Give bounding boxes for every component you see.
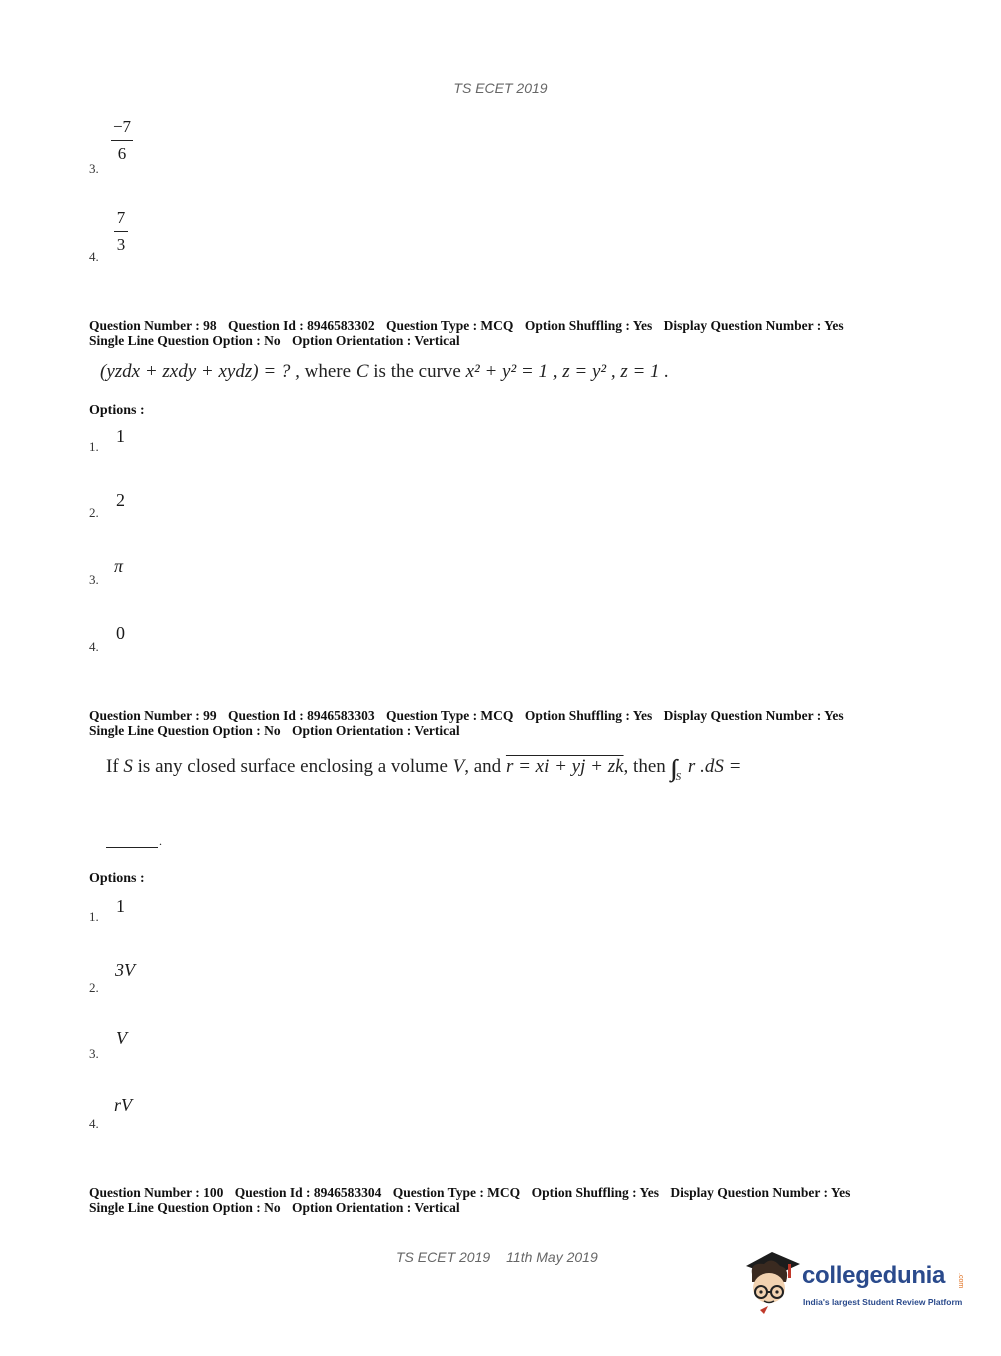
option-number: 2. (89, 980, 99, 995)
question-99-text: If S is any closed surface enclosing a volume V, and r = xi + yj + zk, then ∫∫ $_S$ r .dS = (106, 756, 742, 783)
footer-date: 11th May 2019 (506, 1249, 598, 1265)
option-number: 1. (89, 909, 99, 924)
option-2-value: 2 (116, 490, 125, 510)
question-98-text: (yzdx + zxdy + xydz) = ? , where C is the curve x² + y² = 1 , z = y² , z = 1 . (100, 361, 670, 382)
double-integral: ∫∫ (670, 756, 672, 782)
options-label: Options : (89, 871, 145, 886)
numerator: −7 (112, 117, 132, 136)
answer-blank-line (106, 847, 158, 848)
option-4-value: 0 (116, 623, 125, 643)
blank-dot: . (159, 834, 162, 848)
page-footer (396, 1249, 598, 1265)
meta-line-2: Single Line Question Option : No Option Orientation : Vertical (89, 1200, 460, 1215)
fraction-bar (114, 231, 128, 232)
option-3-fraction (111, 117, 133, 164)
fraction-bar (111, 140, 133, 141)
question-99-meta (89, 708, 969, 738)
brand-name: collegedunia (802, 1262, 946, 1289)
numerator: 7 (116, 208, 126, 227)
option-number: 3. (89, 161, 99, 176)
denominator: 6 (117, 144, 127, 163)
footer-exam: TS ECET 2019 (396, 1249, 491, 1265)
question-100-meta (89, 1185, 989, 1215)
denominator: 3 (116, 235, 126, 254)
option-1-value: 1 (116, 426, 125, 446)
meta-line-1: Question Number : 100 Question Id : 8946583304 Question Type : MCQ Option Shuffling : Yes Display Question Number : Yes (89, 1185, 851, 1200)
option-4-value: rV (114, 1095, 132, 1115)
page-header: TS ECET 2019 (453, 80, 548, 96)
meta-line-2: Single Line Question Option : No Option Orientation : Vertical (89, 723, 460, 738)
options-label: Options : (89, 403, 145, 418)
option-number: 3. (89, 572, 99, 587)
option-4-fraction (114, 208, 128, 255)
brand-tagline: India's largest Student Review Platform (803, 1297, 963, 1307)
meta-line-1: Question Number : 99 Question Id : 8946583303 Question Type : MCQ Option Shuffling : Yes Display Question Number : Yes (89, 708, 844, 723)
meta-line-2: Single Line Question Option : No Option Orientation : Vertical (89, 333, 460, 348)
brand-domain: .com (957, 1273, 964, 1289)
question-98-meta (89, 318, 969, 348)
option-2-value: 3V (115, 960, 135, 980)
option-number: 3. (89, 1046, 99, 1061)
collegedunia-mascot-icon (742, 1248, 804, 1314)
option-number: 4. (89, 639, 99, 654)
option-1-value: 1 (116, 896, 125, 916)
option-3-value: V (116, 1028, 127, 1048)
option-number: 1. (89, 439, 99, 454)
option-number: 2. (89, 505, 99, 520)
option-number: 4. (89, 1116, 99, 1131)
option-3-value: π (114, 556, 124, 576)
option-number: 4. (89, 249, 99, 264)
meta-line-1: Question Number : 98 Question Id : 8946583302 Question Type : MCQ Option Shuffling : Yes Display Question Number : Yes (89, 318, 844, 333)
